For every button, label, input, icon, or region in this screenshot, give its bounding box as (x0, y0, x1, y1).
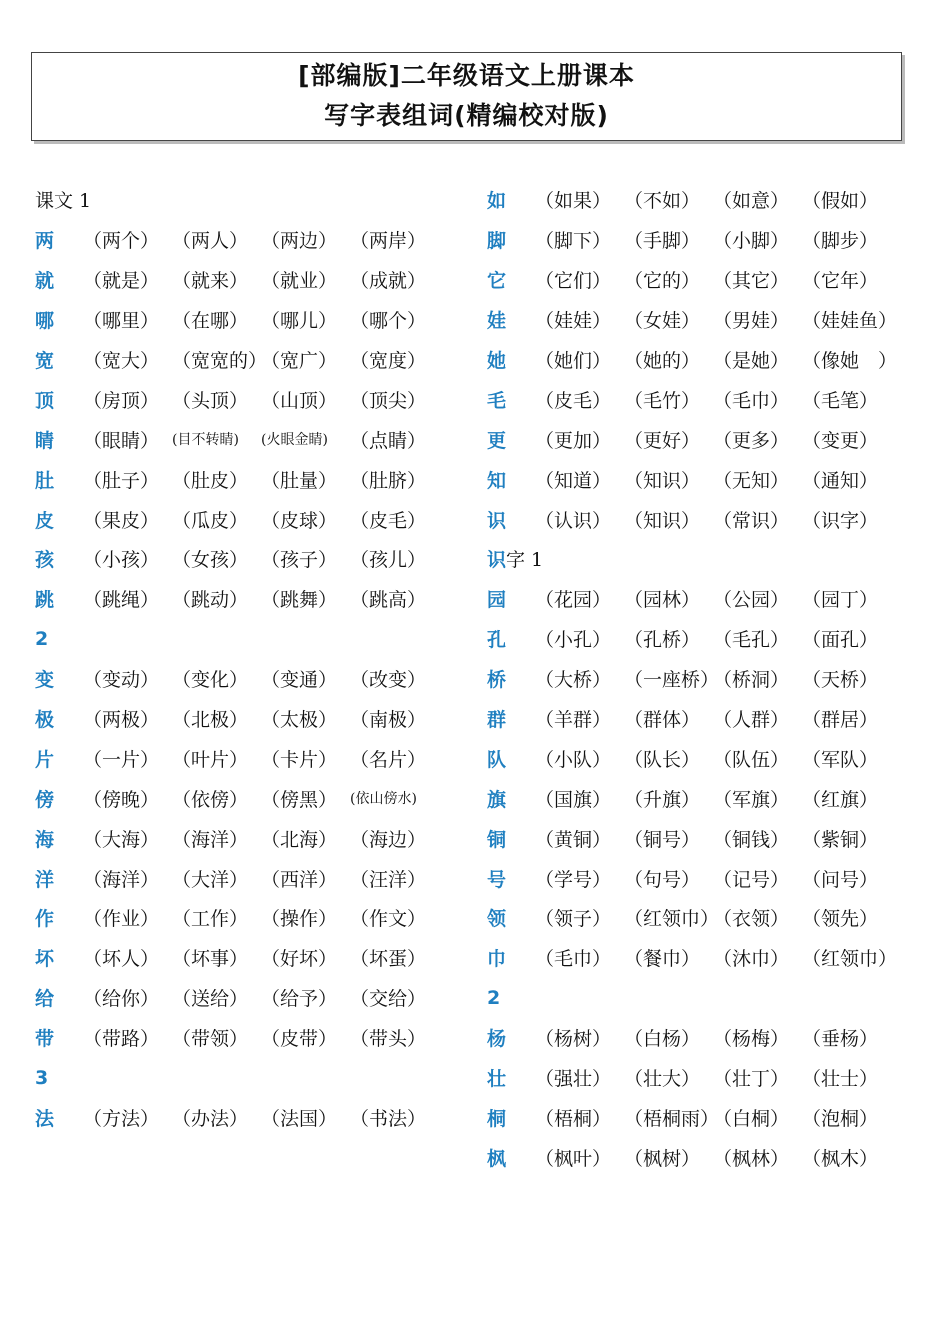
word-row (487, 619, 927, 659)
heading-text: 3 (35, 1066, 49, 1089)
word: （两岸） (350, 230, 427, 253)
word: （一片） (83, 748, 160, 771)
word-row (487, 818, 927, 858)
word: （它的） (624, 270, 701, 293)
word-row (35, 539, 475, 579)
word: （军队） (802, 748, 879, 771)
section-heading (35, 619, 475, 659)
character: 孔 (487, 629, 507, 652)
word: （升旗） (624, 788, 701, 811)
word: （改变） (350, 669, 427, 692)
character: 海 (35, 828, 55, 851)
word: （梧桐雨） (624, 1107, 720, 1130)
word: （壮大） (624, 1068, 701, 1091)
word: （学号） (535, 868, 612, 891)
word: （领子） (535, 908, 612, 931)
word: （皮毛） (350, 509, 427, 532)
word: (目不转睛) (172, 432, 239, 449)
word-row (35, 260, 475, 300)
word: （一座桥） (624, 669, 720, 692)
word: （肚子） (83, 469, 160, 492)
word: （紫铜） (802, 828, 879, 851)
word: （书法） (350, 1107, 427, 1130)
section-heading (487, 539, 927, 579)
word: （变动） (83, 669, 160, 692)
word: （跳舞） (261, 589, 338, 612)
word: （果皮） (83, 509, 160, 532)
word: （沐巾） (713, 948, 790, 971)
word: （肚量） (261, 469, 338, 492)
word: （山顶） (261, 389, 338, 412)
word: （国旗） (535, 788, 612, 811)
right-column (487, 180, 927, 1177)
word-row (35, 978, 475, 1018)
word: （认识） (535, 509, 612, 532)
word: （小孔） (535, 629, 612, 652)
word: （太极） (261, 709, 338, 732)
section-heading (487, 978, 927, 1018)
character: 洋 (35, 868, 55, 891)
word: （带头） (350, 1028, 427, 1051)
word: （皮球） (261, 509, 338, 532)
word: （头顶） (172, 389, 249, 412)
word-row (487, 738, 927, 778)
word-row (487, 1137, 927, 1177)
word: （女孩） (172, 549, 249, 572)
word: （跳动） (172, 589, 249, 612)
character: 孩 (35, 549, 55, 572)
word: （军旗） (713, 788, 790, 811)
character: 片 (35, 748, 55, 771)
heading-text: 字 1 (506, 549, 544, 572)
word: （工作） (172, 908, 249, 931)
character: 宽 (35, 350, 55, 372)
character: 知 (487, 469, 507, 492)
word: （更好） (624, 429, 701, 452)
word: （红旗） (802, 788, 879, 811)
word: （泡桐） (802, 1107, 879, 1130)
character: 傍 (35, 788, 55, 811)
word: （其它） (713, 270, 790, 293)
left-group-3 (35, 1097, 475, 1137)
character: 如 (487, 190, 507, 213)
character: 巾 (487, 948, 507, 971)
character: 桐 (487, 1107, 507, 1130)
word: （娃娃鱼） (802, 310, 898, 333)
character: 两 (35, 230, 55, 253)
character: 法 (35, 1107, 55, 1130)
word: （强壮） (535, 1068, 612, 1091)
word: （依傍） (172, 788, 249, 811)
word: （两极） (83, 709, 160, 732)
word: （杨梅） (713, 1028, 790, 1051)
section-heading (35, 180, 475, 220)
left-group-1 (35, 220, 475, 619)
character: 皮 (35, 509, 55, 532)
word-row (487, 1097, 927, 1137)
word-row (487, 858, 927, 898)
word: （女娃） (624, 310, 701, 333)
word: （海洋） (83, 868, 160, 891)
word: （常识） (713, 509, 790, 532)
word: (火眼金睛) (261, 432, 328, 449)
word: （队长） (624, 748, 701, 771)
character: 铜 (487, 828, 507, 851)
word-row (35, 738, 475, 778)
word: （小脚） (713, 230, 790, 253)
character: 壮 (487, 1068, 507, 1091)
word: （大桥） (535, 669, 612, 692)
word-row (487, 379, 927, 419)
word: （变通） (261, 669, 338, 692)
word: （知识） (624, 509, 701, 532)
word: （坏事） (172, 948, 249, 971)
right-group-2 (487, 579, 927, 978)
word: （记号） (713, 868, 790, 891)
word: （宽度） (350, 350, 427, 372)
word: （它们） (535, 270, 612, 293)
word: （她的） (624, 350, 701, 372)
word: （知识） (624, 469, 701, 492)
left-column (35, 180, 475, 1137)
character: 带 (35, 1028, 55, 1051)
word: （白杨） (624, 1028, 701, 1051)
word: （坏人） (83, 948, 160, 971)
word: （法国） (261, 1107, 338, 1130)
page-title: [部编版]二年级语文上册课本 (298, 61, 635, 90)
word: （哪儿） (261, 310, 338, 333)
page-subtitle: 写字表组词(精编校对版) (324, 101, 609, 130)
word-row (35, 699, 475, 739)
word-row (487, 659, 927, 699)
word: （脚步） (802, 230, 879, 253)
word: （海洋） (172, 828, 249, 851)
word: （两个） (83, 230, 160, 253)
word: （北海） (261, 828, 338, 851)
word: （如意） (713, 190, 790, 213)
word: （孔桥） (624, 629, 701, 652)
character: 脚 (487, 230, 507, 253)
word: （如果） (535, 190, 612, 213)
word-row (35, 858, 475, 898)
word: （花园） (535, 589, 612, 612)
word: （无知） (713, 469, 790, 492)
character: 跳 (35, 589, 55, 612)
word: （句号） (624, 868, 701, 891)
character: 顶 (35, 389, 55, 412)
word: （跳高） (350, 589, 427, 612)
word-row (487, 778, 927, 818)
word: （毛笔） (802, 389, 879, 412)
word: （知道） (535, 469, 612, 492)
word-row (487, 898, 927, 938)
word: （给你） (83, 988, 160, 1011)
character: 睛 (35, 429, 55, 452)
word-row (35, 579, 475, 619)
word: （铜钱） (713, 828, 790, 851)
word: （垂杨） (802, 1028, 879, 1051)
character: 娃 (487, 310, 507, 333)
word-row (35, 659, 475, 699)
word: （园丁） (802, 589, 879, 612)
word: （肚脐） (350, 469, 427, 492)
character: 她 (487, 350, 507, 372)
word: （羊群） (535, 709, 612, 732)
word: （就业） (261, 270, 338, 293)
word: （枫木） (802, 1147, 879, 1170)
word: （假如） (802, 190, 879, 213)
word-row (487, 579, 927, 619)
word-row (35, 499, 475, 539)
word: （宽宽的） (172, 350, 268, 372)
word: （面孔） (802, 629, 879, 652)
word: （就来） (172, 270, 249, 293)
heading-text: 2 (487, 986, 501, 1009)
character: 极 (35, 709, 55, 732)
word: （红领巾） (624, 908, 720, 931)
word: （就是） (83, 270, 160, 293)
word: （队伍） (713, 748, 790, 771)
word-row (35, 340, 475, 380)
word-row (487, 419, 927, 459)
word: （问号） (802, 868, 879, 891)
word: （变更） (802, 429, 879, 452)
word-row (35, 1018, 475, 1058)
word: （壮丁） (713, 1068, 790, 1091)
word: （园林） (624, 589, 701, 612)
word: （更多） (713, 429, 790, 452)
word: （毛孔） (713, 629, 790, 652)
word-row (487, 300, 927, 340)
character: 它 (487, 270, 507, 293)
word: （不如） (624, 190, 701, 213)
word: （南极） (350, 709, 427, 732)
word: （瓜皮） (172, 509, 249, 532)
word: （哪个） (350, 310, 427, 333)
word: （小队） (535, 748, 612, 771)
word: （作业） (83, 908, 160, 931)
word: （群居） (802, 709, 879, 732)
word-row (487, 180, 927, 220)
word: （两人） (172, 230, 249, 253)
word-row (487, 499, 927, 539)
word: （桥洞） (713, 669, 790, 692)
word: （毛巾） (535, 948, 612, 971)
word: （它年） (802, 270, 879, 293)
word: （北极） (172, 709, 249, 732)
word: （衣领） (713, 908, 790, 931)
character: 坏 (35, 948, 55, 971)
word-row (487, 340, 927, 380)
heading-char: 识 (487, 549, 507, 572)
word-row (35, 419, 475, 459)
word: （是她） (713, 350, 790, 372)
character: 群 (487, 709, 507, 732)
heading-text: 2 (35, 627, 49, 650)
word: （汪洋） (350, 868, 427, 891)
word: （梧桐） (535, 1107, 612, 1130)
word: （手脚） (624, 230, 701, 253)
character: 毛 (487, 389, 507, 412)
word: （壮士） (802, 1068, 879, 1091)
right-group-3 (487, 1018, 927, 1178)
word: （海边） (350, 828, 427, 851)
character: 就 (35, 270, 55, 293)
word: （小孩） (83, 549, 160, 572)
word: （大洋） (172, 868, 249, 891)
character: 队 (487, 748, 507, 771)
character: 桥 (487, 669, 507, 692)
word: （识字） (802, 509, 879, 532)
word: （变化） (172, 669, 249, 692)
word: （她们） (535, 350, 612, 372)
right-group-1 (487, 180, 927, 539)
character: 更 (487, 429, 507, 452)
word: （跳绳） (83, 589, 160, 612)
word-row (35, 778, 475, 818)
word-row (35, 898, 475, 938)
word-row (487, 699, 927, 739)
word: （操作） (261, 908, 338, 931)
word: （孩子） (261, 549, 338, 572)
word: （天桥） (802, 669, 879, 692)
word-row (35, 938, 475, 978)
word: （名片） (350, 748, 427, 771)
word: （铜号） (624, 828, 701, 851)
word-row (35, 220, 475, 260)
word: （黄铜） (535, 828, 612, 851)
word: （带领） (172, 1028, 249, 1051)
word: （孩儿） (350, 549, 427, 572)
word: （更加） (535, 429, 612, 452)
word: （成就） (350, 270, 427, 293)
word-row (487, 938, 927, 978)
word: （交给） (350, 988, 427, 1011)
word: （哪里） (83, 310, 160, 333)
word: （毛巾） (713, 389, 790, 412)
word: （通知） (802, 469, 879, 492)
word: （枫林） (713, 1147, 790, 1170)
word: （枫叶） (535, 1147, 612, 1170)
word: （傍晚） (83, 788, 160, 811)
word: （白桐） (713, 1107, 790, 1130)
character: 给 (35, 988, 55, 1011)
word: （在哪） (172, 310, 249, 333)
title-box (31, 52, 902, 141)
character: 领 (487, 908, 507, 931)
word: （傍黑） (261, 788, 338, 811)
word-row (35, 1097, 475, 1137)
word-row (35, 818, 475, 858)
word: （西洋） (261, 868, 338, 891)
word: （方法） (83, 1107, 160, 1130)
character: 枫 (487, 1147, 507, 1170)
word: （像她 ） (802, 350, 898, 372)
word: （作文） (350, 908, 427, 931)
word: （皮带） (261, 1028, 338, 1051)
word: （顶尖） (350, 389, 427, 412)
word-row (35, 300, 475, 340)
word: （宽大） (83, 350, 160, 372)
word: （大海） (83, 828, 160, 851)
word: （送给） (172, 988, 249, 1011)
character: 旗 (487, 788, 507, 811)
character: 识 (487, 509, 507, 532)
word: （脚下） (535, 230, 612, 253)
word: （枫树） (624, 1147, 701, 1170)
word-row (487, 220, 927, 260)
character: 杨 (487, 1028, 507, 1051)
word: （皮毛） (535, 389, 612, 412)
word: （眼睛） (83, 429, 160, 452)
left-group-2 (35, 659, 475, 1058)
character: 肚 (35, 469, 55, 492)
character: 作 (35, 908, 55, 931)
section-heading (35, 1058, 475, 1098)
word: （给予） (261, 988, 338, 1011)
word: （办法） (172, 1107, 249, 1130)
word: （卡片） (261, 748, 338, 771)
word: （肚皮） (172, 469, 249, 492)
word-row (35, 379, 475, 419)
word: （房顶） (83, 389, 160, 412)
word: （杨树） (535, 1028, 612, 1051)
word-row (487, 1018, 927, 1058)
word: （点睛） (350, 429, 427, 452)
character: 哪 (35, 310, 55, 333)
word-row (35, 459, 475, 499)
word: （带路） (83, 1028, 160, 1051)
word: （领先） (802, 908, 879, 931)
character: 号 (487, 868, 507, 891)
word: （叶片） (172, 748, 249, 771)
word: （餐巾） (624, 948, 701, 971)
character: 变 (35, 669, 55, 692)
heading-text: 课文 1 (35, 190, 92, 213)
word: （群体） (624, 709, 701, 732)
word: （坏蛋） (350, 948, 427, 971)
word-row (487, 459, 927, 499)
word: (依山傍水) (350, 791, 417, 808)
word: （娃娃） (535, 310, 612, 333)
character: 园 (487, 589, 507, 612)
word: （红领巾） (802, 948, 898, 971)
word: （人群） (713, 709, 790, 732)
word: （公园） (713, 589, 790, 612)
word: （毛竹） (624, 389, 701, 412)
word: （男娃） (713, 310, 790, 333)
word: （两边） (261, 230, 338, 253)
word: （宽广） (261, 350, 338, 372)
word-row (487, 1058, 927, 1098)
word: （好坏） (261, 948, 338, 971)
word-row (487, 260, 927, 300)
